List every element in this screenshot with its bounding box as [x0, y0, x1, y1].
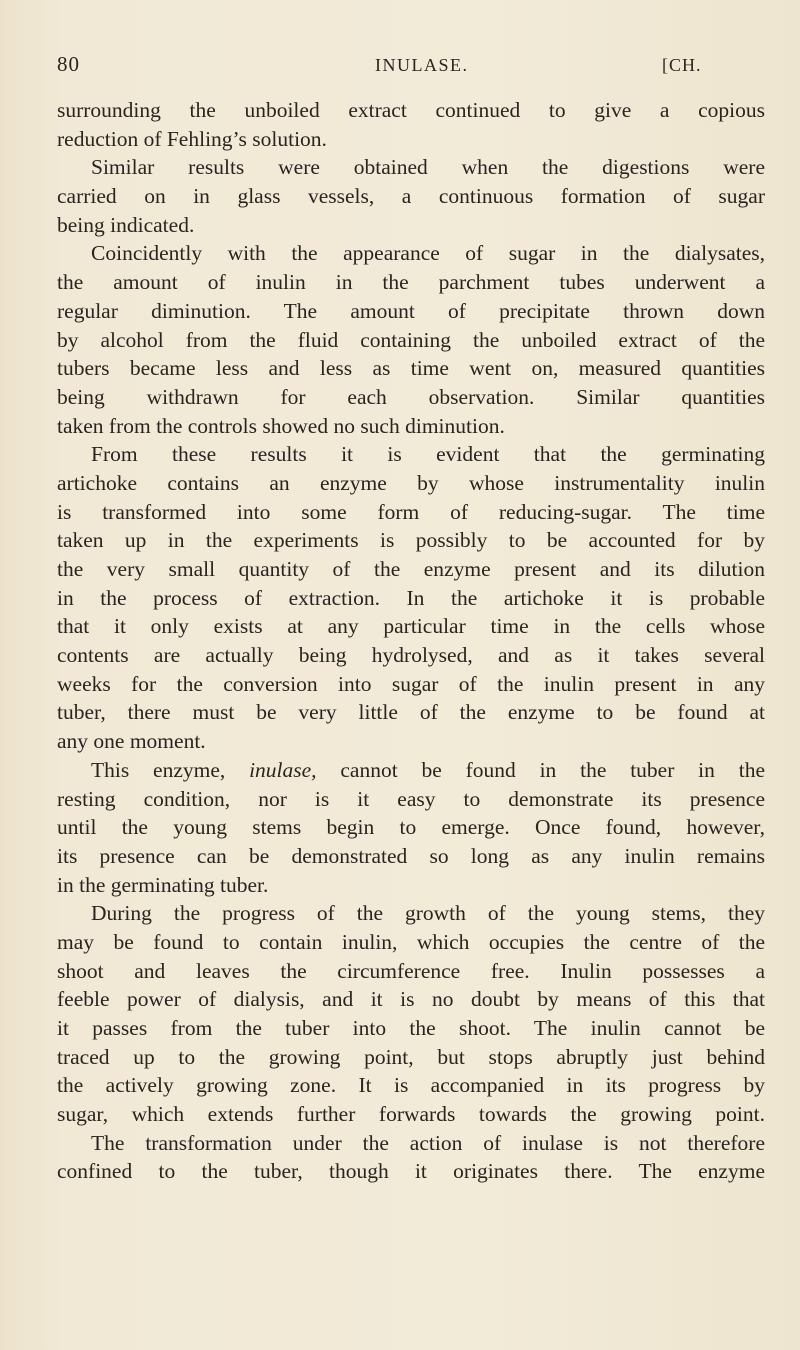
text-line: confined to the tuber, though it originates there. The enzyme [57, 1159, 765, 1184]
text-line: being withdrawn for each observation. Similar quantities [57, 384, 765, 409]
text-line [57, 756, 765, 785]
text-line: taken up in the experiments is possibly to be accounted for by [57, 528, 765, 553]
body-text [57, 96, 765, 1186]
text-line: taken from the controls showed no such diminution. [57, 413, 505, 438]
text-line: may be found to contain inulin, which occupies the centre of the [57, 929, 765, 954]
text-line: by alcohol from the fluid containing the unboiled extract of the [57, 327, 765, 352]
text-line: the very small quantity of the enzyme present and its dilution [57, 557, 765, 581]
text-line: shoot and leaves the circumference free. Inulin possesses a [57, 958, 765, 983]
text-line: until the young stems begin to emerge. Once found, however, [57, 815, 765, 840]
text-line: the amount of inulin in the parchment tubes underwent a [57, 270, 765, 295]
text-line: that it only exists at any particular time in the cells whose [57, 614, 765, 639]
page-number: 80 [57, 52, 80, 76]
text-line: During the progress of the growth of the young stems, they [91, 901, 765, 926]
text-line: being indicated. [57, 212, 195, 237]
text-line: surrounding the unboiled extract continued to give a copious [57, 98, 765, 122]
text-line: resting condition, nor is it easy to demonstrate its presence [57, 786, 765, 811]
page-header [0, 52, 800, 82]
text-line: tuber, there must be very little of the enzyme to be found at [57, 700, 765, 725]
text-line: artichoke contains an enzyme by whose instrumentality inulin [57, 470, 765, 495]
inulase-term: inulase, [249, 757, 317, 782]
text-line: feeble power of dialysis, and it is no doubt by means of this that [57, 987, 765, 1012]
text-line: its presence can be demonstrated so long as any inulin remains [57, 843, 765, 868]
text-line: Similar results were obtained when the digestions were [91, 155, 765, 180]
text-line: The transformation under the action of inulase is not therefore [91, 1130, 765, 1155]
text-line: traced up to the growing point, but stops abruptly just behind [57, 1044, 765, 1069]
text-line: contents are actually being hydrolysed, and as it takes several [57, 643, 765, 668]
text-line: Coincidently with the appearance of sugar in the dialysates, [91, 241, 765, 266]
text-line: regular diminution. The amount of precipitate thrown down [57, 298, 765, 323]
text-line: carried on in glass vessels, a continuous formation of sugar [57, 184, 765, 209]
text-line: reduction of Fehling’s solution. [57, 126, 327, 151]
text-line: From these results it is evident that the germinating [91, 442, 765, 467]
chapter-mark: [CH. [662, 55, 702, 75]
text-fragment: This enzyme, [91, 757, 250, 782]
text-line: any one moment. [57, 729, 206, 754]
text-line: in the process of extraction. In the artichoke it is probable [57, 585, 765, 610]
text-line: weeks for the conversion into sugar of the inulin present in any [57, 671, 765, 696]
text-line: the actively growing zone. It is accompanied in its progress by [57, 1073, 765, 1098]
text-line: in the germinating tuber. [57, 872, 269, 897]
text-fragment: cannot be found in the tuber in the [316, 757, 765, 782]
text-line: sugar, which extends further forwards towards the growing point. [57, 1102, 765, 1127]
text-line: tubers became less and less as time went on, measured quantities [57, 356, 765, 381]
text-line: is transformed into some form of reducing-sugar. The time [57, 499, 765, 524]
running-head: INULASE. [375, 55, 469, 75]
text-line: it passes from the tuber into the shoot. The inulin cannot be [57, 1016, 765, 1040]
